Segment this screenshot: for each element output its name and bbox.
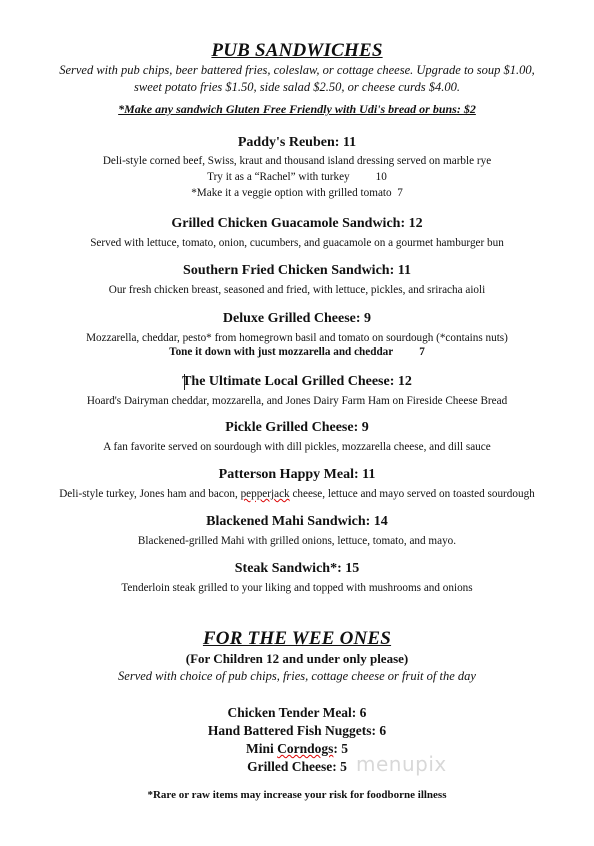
variation-text: Tone it down with just mozzarella and cheddar	[169, 346, 394, 358]
menu-item-description: Tenderloin steak grilled to your liking and topped with mushrooms and onions	[121, 582, 473, 594]
menu-item-variation	[0, 346, 594, 358]
wee-ones-subheading: (For Children 12 and under only please)	[185, 651, 409, 666]
menu-item-title: Grilled Chicken Guacamole Sandwich: 12	[171, 216, 423, 231]
menu-item-title: Paddy's Reuben: 11	[237, 135, 357, 150]
description-text: cheese, lettuce and mayo served on toasted sourdough	[289, 488, 535, 500]
description-text: Deli-style turkey, Jones ham and bacon,	[59, 488, 241, 500]
menu-item-title: Pickle Grilled Cheese: 9	[225, 420, 369, 435]
menu-item-title: The Ultimate Local Grilled Cheese: 12	[182, 374, 412, 389]
menu-item-description: Served with lettuce, tomato, onion, cucumbers, and guacamole on a gourmet hamburger bun	[90, 237, 504, 249]
spellcheck-flagged-word: pepperjack	[240, 488, 290, 500]
kids-item-text: Mini	[245, 741, 278, 756]
footer-disclaimer: *Rare or raw items may increase your risk for foodborne illness	[147, 789, 447, 801]
section-heading-pub-sandwiches: PUB SANDWICHES	[211, 40, 383, 61]
pub-intro-line-2: sweet potato fries $1.50, side salad $2.50, or cheese curds $4.00.	[134, 80, 460, 94]
menu-item-title: Southern Fried Chicken Sandwich: 11	[183, 263, 411, 278]
menu-item-title: Blackened Mahi Sandwich: 14	[206, 514, 388, 529]
menu-item-title: Patterson Happy Meal: 11	[218, 467, 376, 482]
menu-item-description: Deli-style corned beef, Swiss, kraut and thousand island dressing served on marble rye	[102, 155, 492, 167]
pub-intro-line-1: Served with pub chips, beer battered fries, coleslaw, or cottage cheese. Upgrade to soup $1.00,	[59, 63, 535, 77]
section-heading-wee-ones: FOR THE WEE ONES	[202, 628, 392, 649]
menu-item-description: Hoard's Dairyman cheddar, mozzarella, and Jones Dairy Farm Ham on Fireside Cheese Bread	[86, 395, 508, 407]
gluten-free-note: *Make any sandwich Gluten Free Friendly with Udi's bread or buns: $2	[118, 102, 476, 116]
variation-price: 10	[375, 171, 387, 183]
kids-menu-item: Grilled Cheese: 5	[247, 759, 347, 774]
menu-item-variation	[0, 185, 594, 201]
menu-item-description: Our fresh chicken breast, seasoned and fried, with lettuce, pickles, and sriracha aioli	[108, 284, 486, 296]
menu-item-title: Deluxe Grilled Cheese: 9	[222, 311, 372, 326]
watermark-logo: menupix	[356, 752, 447, 776]
kids-item-text: : 5	[333, 741, 349, 756]
menu-item-description: Mozzarella, cheddar, pesto* from homegrown basil and tomato on sourdough (*contains nuts)	[86, 332, 508, 344]
kids-menu-item: Chicken Tender Meal: 6	[227, 705, 367, 720]
kids-menu-item	[0, 740, 594, 758]
menu-item-description: Blackened-grilled Mahi with grilled onions, lettuce, tomato, and mayo.	[137, 535, 457, 547]
menu-item-description	[0, 486, 594, 502]
wee-ones-intro: Served with choice of pub chips, fries, cottage cheese or fruit of the day	[118, 669, 476, 683]
menu-item-description: A fan favorite served on sourdough with dill pickles, mozzarella cheese, and dill sauce	[103, 441, 491, 453]
variation-text: *Make it a veggie option with grilled tomato	[191, 187, 392, 199]
menu-item-variation	[0, 169, 594, 185]
variation-price: 7	[397, 187, 403, 199]
variation-text: Try it as a “Rachel” with turkey	[207, 171, 350, 183]
menu-item-title: Steak Sandwich*: 15	[234, 561, 360, 576]
variation-price: 7	[419, 346, 425, 358]
kids-menu-item: Hand Battered Fish Nuggets: 6	[207, 723, 387, 738]
spellcheck-flagged-word: Corndogs	[277, 741, 334, 756]
